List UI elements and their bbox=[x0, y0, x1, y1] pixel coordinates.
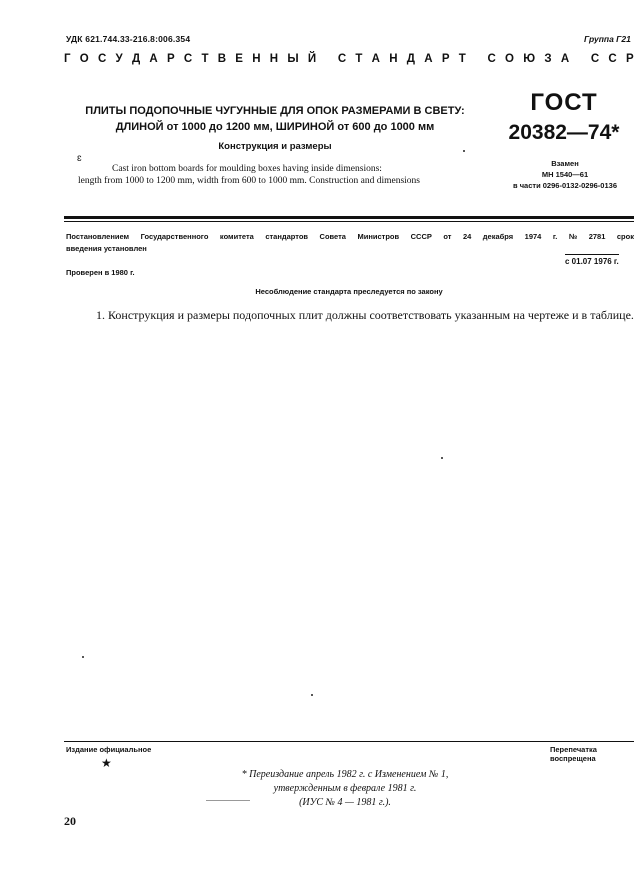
decree-word: Совета bbox=[319, 232, 346, 241]
decree-word: 2781 bbox=[588, 232, 606, 241]
banner-letter: О bbox=[79, 53, 89, 65]
banner-letter: Г bbox=[64, 53, 71, 65]
effective-date: с 01.07 1976 г. bbox=[565, 254, 619, 266]
decree-word: декабря bbox=[482, 232, 514, 241]
title-english bbox=[78, 163, 482, 187]
replace-part: в части 0296-0132-0296-0136 bbox=[513, 181, 617, 190]
banner-letter: А bbox=[371, 53, 380, 65]
page-number: 20 bbox=[64, 814, 76, 828]
replacement-info bbox=[500, 158, 630, 191]
banner-letter: З bbox=[544, 53, 552, 65]
banner-letter: Р bbox=[441, 53, 450, 65]
banner-letter: Д bbox=[406, 53, 415, 65]
banner-letter: А bbox=[424, 53, 433, 65]
reprint-prohibited: Перепечатка воспрещена bbox=[550, 745, 597, 763]
banner-letter: О bbox=[505, 53, 514, 65]
banner-letter bbox=[475, 53, 478, 65]
banner-letter: А bbox=[560, 53, 570, 65]
banner-letter: С bbox=[97, 53, 107, 65]
banner-letter: Н bbox=[389, 53, 398, 65]
decree-word: СССР bbox=[410, 232, 432, 241]
divider-thin bbox=[64, 221, 634, 222]
udk-code: УДК 621.744.33-216.8:006.354 bbox=[66, 34, 191, 44]
footnote-line-1: * Переиздание апрель 1982 г. с Изменением № 1, bbox=[241, 769, 449, 780]
banner-letter: Н bbox=[252, 53, 261, 65]
title-ru-line-1: ПЛИТЫ ПОДОПОЧНЫЕ ЧУГУННЫЕ ДЛЯ ОПОК РАЗМЕРАМИ В СВЕТУ: bbox=[85, 105, 465, 117]
gost-code: 20382—74* bbox=[508, 121, 620, 144]
banner-letter: С bbox=[337, 53, 347, 65]
replace-code: МН 1540—61 bbox=[541, 170, 589, 179]
banner-letter: С bbox=[608, 53, 617, 65]
footnote-line-3: (ИУС № 4 — 1981 г.). bbox=[299, 797, 391, 808]
paragraph-1 bbox=[66, 307, 636, 324]
decree-word: Государственного bbox=[140, 232, 209, 241]
banner-letter: С bbox=[183, 53, 193, 65]
banner-letter: Т bbox=[201, 53, 209, 65]
state-standard-banner bbox=[64, 53, 634, 65]
banner-letter: Т bbox=[355, 53, 363, 65]
banner-letter: А bbox=[149, 53, 158, 65]
decree-word: 24 bbox=[462, 232, 472, 241]
decree-line-2: введения установлен bbox=[66, 244, 147, 253]
banner-letter: Д bbox=[131, 53, 141, 65]
replace-label: Взамен bbox=[551, 159, 579, 168]
smudge bbox=[206, 800, 250, 801]
divider-thick bbox=[64, 216, 634, 219]
title-subtitle: Конструкция и размеры bbox=[218, 141, 332, 152]
footer-divider bbox=[64, 741, 634, 742]
banner-letter: С bbox=[590, 53, 600, 65]
speck bbox=[463, 150, 465, 152]
speck bbox=[82, 656, 84, 658]
banner-letter: В bbox=[217, 53, 227, 65]
banner-letter: Т bbox=[458, 53, 466, 65]
decree-word: срок bbox=[616, 232, 634, 241]
checked-note: Проверен в 1980 г. bbox=[66, 268, 135, 277]
speck bbox=[441, 457, 443, 459]
decree-word: стандартов bbox=[265, 232, 309, 241]
banner-letter: Ы bbox=[287, 53, 299, 65]
title-en-line-1: Cast iron bottom boards for moulding boxes having inside dimensions: bbox=[112, 164, 382, 174]
official-edition: Издание официальное bbox=[66, 745, 152, 754]
decree-word: № bbox=[568, 232, 578, 241]
decree-word: г. bbox=[552, 232, 558, 241]
title-ru-line-2: ДЛИНОЙ от 1000 до 1200 мм, ШИРИНОЙ от 600 до 1000 мм bbox=[115, 121, 435, 133]
banner-letter: Р bbox=[625, 53, 634, 65]
banner-letter: Й bbox=[307, 53, 317, 65]
group-code: Группа Г21 bbox=[584, 34, 631, 44]
decree-line-1 bbox=[66, 231, 634, 243]
banner-letter: Н bbox=[269, 53, 279, 65]
gost-number bbox=[502, 88, 626, 148]
banner-letter: У bbox=[115, 53, 123, 65]
banner-letter bbox=[325, 53, 328, 65]
footnote-line-2: утвержденным в феврале 1981 г. bbox=[273, 783, 417, 794]
title-en-line-2: length from 1000 to 1200 mm, width from 600 to 1000 mm. Construction and dimensions bbox=[78, 176, 420, 186]
decree-word: Постановлением bbox=[66, 232, 130, 241]
decree-word: от bbox=[443, 232, 452, 241]
title-russian bbox=[70, 103, 480, 135]
paragraph-1-text: 1. Конструкция и размеры подопочных плит должны соответствовать указанным на чертеже и в таблице. bbox=[96, 308, 634, 322]
banner-letter: Р bbox=[166, 53, 175, 65]
law-notice: Несоблюдение стандарта преследуется по закону bbox=[255, 287, 443, 296]
decree-word: комитета bbox=[219, 232, 254, 241]
star-icon: ★ bbox=[101, 756, 112, 770]
banner-letter bbox=[578, 53, 581, 65]
decree-text bbox=[66, 231, 634, 255]
decree-word: 1974 bbox=[524, 232, 542, 241]
margin-mark: ɛ bbox=[77, 153, 82, 164]
banner-letter: Е bbox=[235, 53, 243, 65]
speck bbox=[311, 694, 313, 696]
reissue-footnote bbox=[170, 768, 520, 810]
banner-letter: Ю bbox=[523, 53, 536, 65]
banner-letter: С bbox=[487, 53, 496, 65]
decree-word: Министров bbox=[357, 232, 400, 241]
gost-label: ГОСТ bbox=[530, 89, 598, 116]
